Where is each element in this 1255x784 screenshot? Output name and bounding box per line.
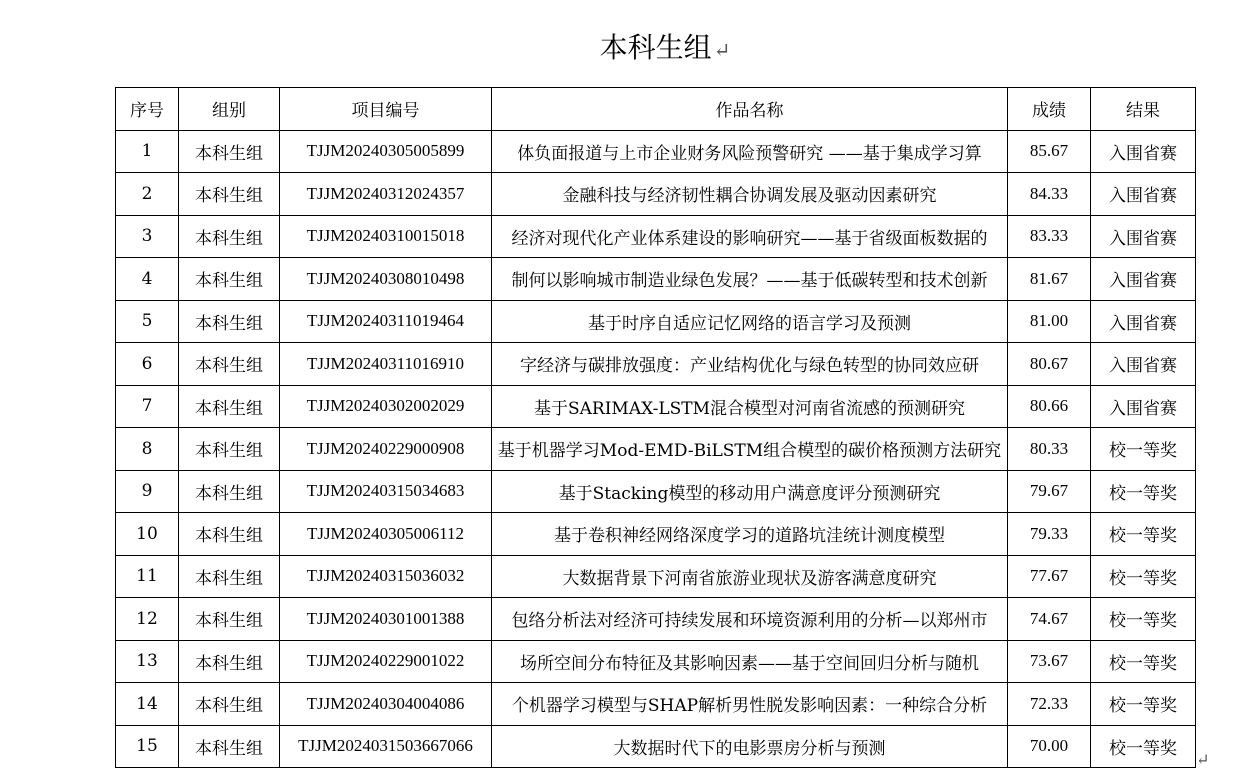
document-title [0, 30, 1255, 68]
cell-score: 80.33 [1008, 428, 1091, 471]
results-table [115, 87, 1196, 768]
table-header-row [116, 88, 1196, 131]
cell-result: 入围省赛 [1091, 343, 1196, 386]
table-row [116, 640, 1196, 683]
cell-group: 本科生组 [179, 598, 280, 641]
cell-name: 基于SARIMAX-LSTM混合模型对河南省流感的预测研究 [492, 385, 1008, 428]
cell-score: 74.67 [1008, 598, 1091, 641]
cell-score: 83.33 [1008, 215, 1091, 258]
table-row [116, 555, 1196, 598]
cell-code: TJJM20240304004086 [280, 683, 492, 726]
cell-name: 制何以影响城市制造业绿色发展？——基于低碳转型和技术创新 [492, 258, 1008, 301]
cell-group: 本科生组 [179, 258, 280, 301]
cell-name: 经济对现代化产业体系建设的影响研究——基于省级面板数据的 [492, 215, 1008, 258]
cell-result: 校一等奖 [1091, 555, 1196, 598]
cell-name: 大数据时代下的电影票房分析与预测 [492, 725, 1008, 768]
title-text: 本科生组 [599, 31, 712, 64]
cell-result: 校一等奖 [1091, 683, 1196, 726]
cell-code: TJJM20240302002029 [280, 385, 492, 428]
cell-name: 包络分析法对经济可持续发展和环境资源利用的分析—以郑州市 [492, 598, 1008, 641]
header-group: 组别 [179, 88, 280, 131]
cell-no: 11 [116, 555, 179, 598]
table-row [116, 385, 1196, 428]
cell-no: 12 [116, 598, 179, 641]
cell-result: 校一等奖 [1091, 470, 1196, 513]
cell-score: 79.33 [1008, 513, 1091, 556]
table-row [116, 258, 1196, 301]
cell-score: 72.33 [1008, 683, 1091, 726]
cell-group: 本科生组 [179, 428, 280, 471]
cell-group: 本科生组 [179, 130, 280, 173]
cell-result: 入围省赛 [1091, 215, 1196, 258]
table-row [116, 513, 1196, 556]
cell-code: TJJM20240311016910 [280, 343, 492, 386]
cell-no: 14 [116, 683, 179, 726]
header-code: 项目编号 [280, 88, 492, 131]
cell-no: 9 [116, 470, 179, 513]
table-row [116, 428, 1196, 471]
cell-score: 79.67 [1008, 470, 1091, 513]
cell-name: 基于机器学习Mod-EMD-BiLSTM组合模型的碳价格预测方法研究 [492, 428, 1008, 471]
cell-name: 字经济与碳排放强度：产业结构优化与绿色转型的协同效应研 [492, 343, 1008, 386]
cell-code: TJJM20240315034683 [280, 470, 492, 513]
cell-group: 本科生组 [179, 555, 280, 598]
cell-score: 73.67 [1008, 640, 1091, 683]
cell-score: 70.00 [1008, 725, 1091, 768]
cell-result: 校一等奖 [1091, 725, 1196, 768]
cell-name: 基于卷积神经网络深度学习的道路坑洼统计测度模型 [492, 513, 1008, 556]
cell-no: 7 [116, 385, 179, 428]
cell-result: 入围省赛 [1091, 385, 1196, 428]
table-row [116, 173, 1196, 216]
cell-code: TJJM20240305005899 [280, 130, 492, 173]
cell-score: 80.66 [1008, 385, 1091, 428]
cell-result: 入围省赛 [1091, 173, 1196, 216]
cell-no: 8 [116, 428, 179, 471]
cell-code: TJJM20240305006112 [280, 513, 492, 556]
cell-result: 入围省赛 [1091, 130, 1196, 173]
cell-no: 13 [116, 640, 179, 683]
cell-code: TJJM20240310015018 [280, 215, 492, 258]
header-name: 作品名称 [492, 88, 1008, 131]
cell-name: 体负面报道与上市企业财务风险预警研究 ——基于集成学习算 [492, 130, 1008, 173]
cell-group: 本科生组 [179, 470, 280, 513]
paragraph-mark-icon: ↵ [1196, 750, 1210, 769]
cell-group: 本科生组 [179, 640, 280, 683]
cell-no: 4 [116, 258, 179, 301]
cell-name: 大数据背景下河南省旅游业现状及游客满意度研究 [492, 555, 1008, 598]
table-row [116, 300, 1196, 343]
cell-score: 84.33 [1008, 173, 1091, 216]
cell-no: 3 [116, 215, 179, 258]
cell-group: 本科生组 [179, 385, 280, 428]
cell-code: TJJM2024031503667066 [280, 725, 492, 768]
cell-score: 81.67 [1008, 258, 1091, 301]
cell-result: 校一等奖 [1091, 513, 1196, 556]
cell-no: 5 [116, 300, 179, 343]
paragraph-mark-icon: ↵ [713, 38, 731, 62]
cell-result: 校一等奖 [1091, 428, 1196, 471]
cell-name: 个机器学习模型与SHAP解析男性脱发影响因素：一种综合分析 [492, 683, 1008, 726]
cell-group: 本科生组 [179, 683, 280, 726]
cell-group: 本科生组 [179, 215, 280, 258]
table-row [116, 215, 1196, 258]
cell-code: TJJM20240311019464 [280, 300, 492, 343]
cell-no: 1 [116, 130, 179, 173]
cell-result: 入围省赛 [1091, 258, 1196, 301]
cell-no: 10 [116, 513, 179, 556]
cell-group: 本科生组 [179, 343, 280, 386]
cell-no: 6 [116, 343, 179, 386]
header-score: 成绩 [1008, 88, 1091, 131]
table-row [116, 343, 1196, 386]
cell-result: 校一等奖 [1091, 598, 1196, 641]
cell-result: 入围省赛 [1091, 300, 1196, 343]
cell-code: TJJM20240301001388 [280, 598, 492, 641]
table-row [116, 470, 1196, 513]
header-result: 结果 [1091, 88, 1196, 131]
cell-code: TJJM20240315036032 [280, 555, 492, 598]
cell-result: 校一等奖 [1091, 640, 1196, 683]
cell-group: 本科生组 [179, 725, 280, 768]
table-row [116, 725, 1196, 768]
cell-name: 金融科技与经济韧性耦合协调发展及驱动因素研究 [492, 173, 1008, 216]
cell-group: 本科生组 [179, 300, 280, 343]
cell-name: 基于Stacking模型的移动用户满意度评分预测研究 [492, 470, 1008, 513]
cell-score: 85.67 [1008, 130, 1091, 173]
cell-score: 80.67 [1008, 343, 1091, 386]
cell-no: 15 [116, 725, 179, 768]
cell-code: TJJM20240312024357 [280, 173, 492, 216]
cell-group: 本科生组 [179, 513, 280, 556]
cell-name: 场所空间分布特征及其影响因素——基于空间回归分析与随机 [492, 640, 1008, 683]
cell-code: TJJM20240308010498 [280, 258, 492, 301]
table-row [116, 598, 1196, 641]
cell-group: 本科生组 [179, 173, 280, 216]
cell-name: 基于时序自适应记忆网络的语言学习及预测 [492, 300, 1008, 343]
cell-no: 2 [116, 173, 179, 216]
cell-score: 81.00 [1008, 300, 1091, 343]
cell-code: TJJM20240229001022 [280, 640, 492, 683]
cell-code: TJJM20240229000908 [280, 428, 492, 471]
table-row [116, 683, 1196, 726]
cell-score: 77.67 [1008, 555, 1091, 598]
header-no: 序号 [116, 88, 179, 131]
table-row [116, 130, 1196, 173]
